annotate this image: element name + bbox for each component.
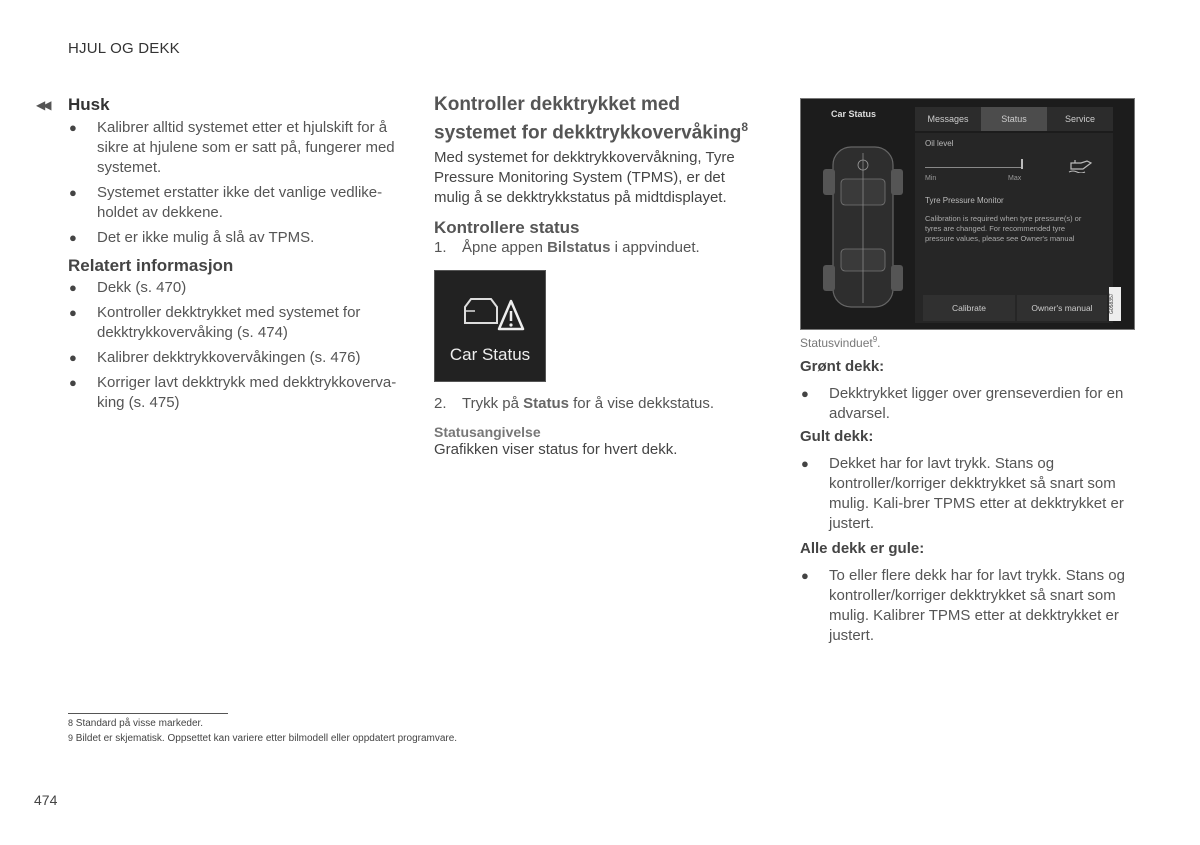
- running-header: HJUL OG DEKK: [68, 40, 180, 57]
- screen-tabs: [915, 107, 1113, 131]
- bullet-icon: ●: [69, 230, 77, 245]
- car-status-screen: [800, 98, 1135, 330]
- list-item: ● Systemet erstatter ikke det vanlige vedlike-holdet av dekkene.: [69, 184, 383, 221]
- related-list: [68, 278, 406, 413]
- tab-messages[interactable]: Messages: [915, 107, 981, 131]
- step-1: 1. Åpne appen Bilstatus i appvinduet.: [434, 239, 700, 257]
- tab-status[interactable]: Status: [981, 107, 1047, 131]
- double-chevron-left-icon: ◀◀: [36, 98, 49, 112]
- tile-label: Car Status: [449, 345, 531, 365]
- list-item: ● Kalibrer alltid systemet etter et hjulskift for å sikre at hjulene som er satt på, fungerer med systemet.: [69, 119, 395, 176]
- screen-title: Car Status: [831, 109, 877, 119]
- list-item: ● Det er ikke mulig å slå av TPMS.: [69, 229, 315, 246]
- all-yellow-list: [800, 566, 1135, 646]
- related-link[interactable]: ● Kontroller dekktrykket med systemet for dekktrykkovervåking (s. 474): [69, 304, 361, 341]
- car-top-view-icon: [811, 139, 915, 319]
- subsection-title: Kontrollere status: [434, 218, 580, 238]
- statusangivelse-text: Grafikken viser status for hvert dekk.: [434, 441, 678, 459]
- statusangivelse-title: Statusangivelse: [434, 424, 541, 441]
- middle-column: [434, 94, 754, 460]
- oil-max-label: Max: [1008, 175, 1022, 182]
- oil-level-gauge: [925, 167, 1021, 168]
- husk-title: Husk: [68, 95, 110, 114]
- yellow-list: [800, 454, 1135, 534]
- page-number: 474: [34, 792, 58, 808]
- right-column: [800, 335, 1135, 646]
- all-yellow-title: Alle dekk er gule:: [800, 540, 925, 557]
- calibrate-button[interactable]: Calibrate: [923, 295, 1015, 321]
- footnote-rule: [68, 713, 228, 714]
- oil-can-icon: [1067, 157, 1093, 173]
- tpm-title: Tyre Pressure Monitor: [925, 196, 1004, 205]
- bullet-icon: ●: [69, 375, 77, 390]
- step-2: 2. Trykk på Status for å vise dekkstatus.: [434, 395, 715, 413]
- bullet-icon: ●: [801, 386, 809, 401]
- related-link[interactable]: ● Dekk (s. 470): [69, 279, 187, 296]
- bullet-icon: ●: [69, 305, 77, 320]
- bullet-icon: ●: [801, 456, 809, 471]
- footnote-8: 8 Standard på visse markeder.: [68, 718, 204, 729]
- list-item: ● To eller flere dekk har for lavt trykk. Stans og kontroller/korriger dekktrykket så snart som mulig. Kalibrer TPMS etter at dekktrykket er justert.: [801, 567, 1125, 644]
- related-link[interactable]: ● Kalibrer dekktrykkovervåkingen (s. 476): [69, 349, 361, 366]
- oil-min-label: Min: [925, 175, 937, 182]
- husk-list: [68, 118, 406, 248]
- footnote-9: 9 Bildet er skjematisk. Oppsettet kan variere etter bilmodell eller oppdatert programvare.: [68, 733, 458, 744]
- owners-manual-button[interactable]: Owner's manual: [1017, 295, 1107, 321]
- green-tyre-title: Grønt dekk:: [800, 358, 885, 375]
- bullet-icon: ●: [69, 185, 77, 200]
- image-code: G058357: [1109, 287, 1121, 321]
- tab-service[interactable]: Service: [1047, 107, 1113, 131]
- bullet-icon: ●: [69, 280, 77, 295]
- left-column: [36, 94, 406, 418]
- bullet-icon: ●: [801, 568, 809, 583]
- list-item: ● Dekktrykket ligger over grenseverdien for en advarsel.: [801, 385, 1124, 422]
- husk-heading: [36, 94, 406, 116]
- list-item: ● Dekket har for lavt trykk. Stans og kontroller/korriger dekktrykket så snart som mulig. Kali-brer TPMS etter at dekktrykket er justert.: [801, 455, 1124, 532]
- bullet-icon: ●: [69, 120, 77, 135]
- section-title: Kontroller dekktrykket med systemet for dekktrykkovervåking$^8$: [434, 94, 749, 144]
- oil-level-label: Oil level: [925, 139, 954, 148]
- related-title: Relatert informasjon: [68, 256, 234, 275]
- related-link[interactable]: ● Korriger lavt dekktrykk med dekktrykkoverva-king (s. 475): [69, 374, 397, 411]
- tpm-message: Calibration is required when tyre pressure(s) or tyres are changed. For recommended tyre pressure values, please see Owner's manual: [925, 214, 1082, 243]
- bullet-icon: ●: [69, 350, 77, 365]
- green-list: [800, 384, 1135, 424]
- car-status-app-tile[interactable]: [434, 270, 546, 382]
- car-warning-icon: [435, 271, 545, 351]
- intro-text: Med systemet for dekktrykkovervåkning, Tyre Pressure Monitoring System (TPMS), er det mulig å se dekktrykkstatus på midtdisplayet.: [434, 149, 735, 207]
- oil-level-marker: [1021, 159, 1023, 169]
- figure-caption: Statusvinduet$^9$.: [800, 335, 881, 350]
- yellow-tyre-title: Gult dekk:: [800, 428, 874, 445]
- footnote-ref: 8: [741, 120, 749, 134]
